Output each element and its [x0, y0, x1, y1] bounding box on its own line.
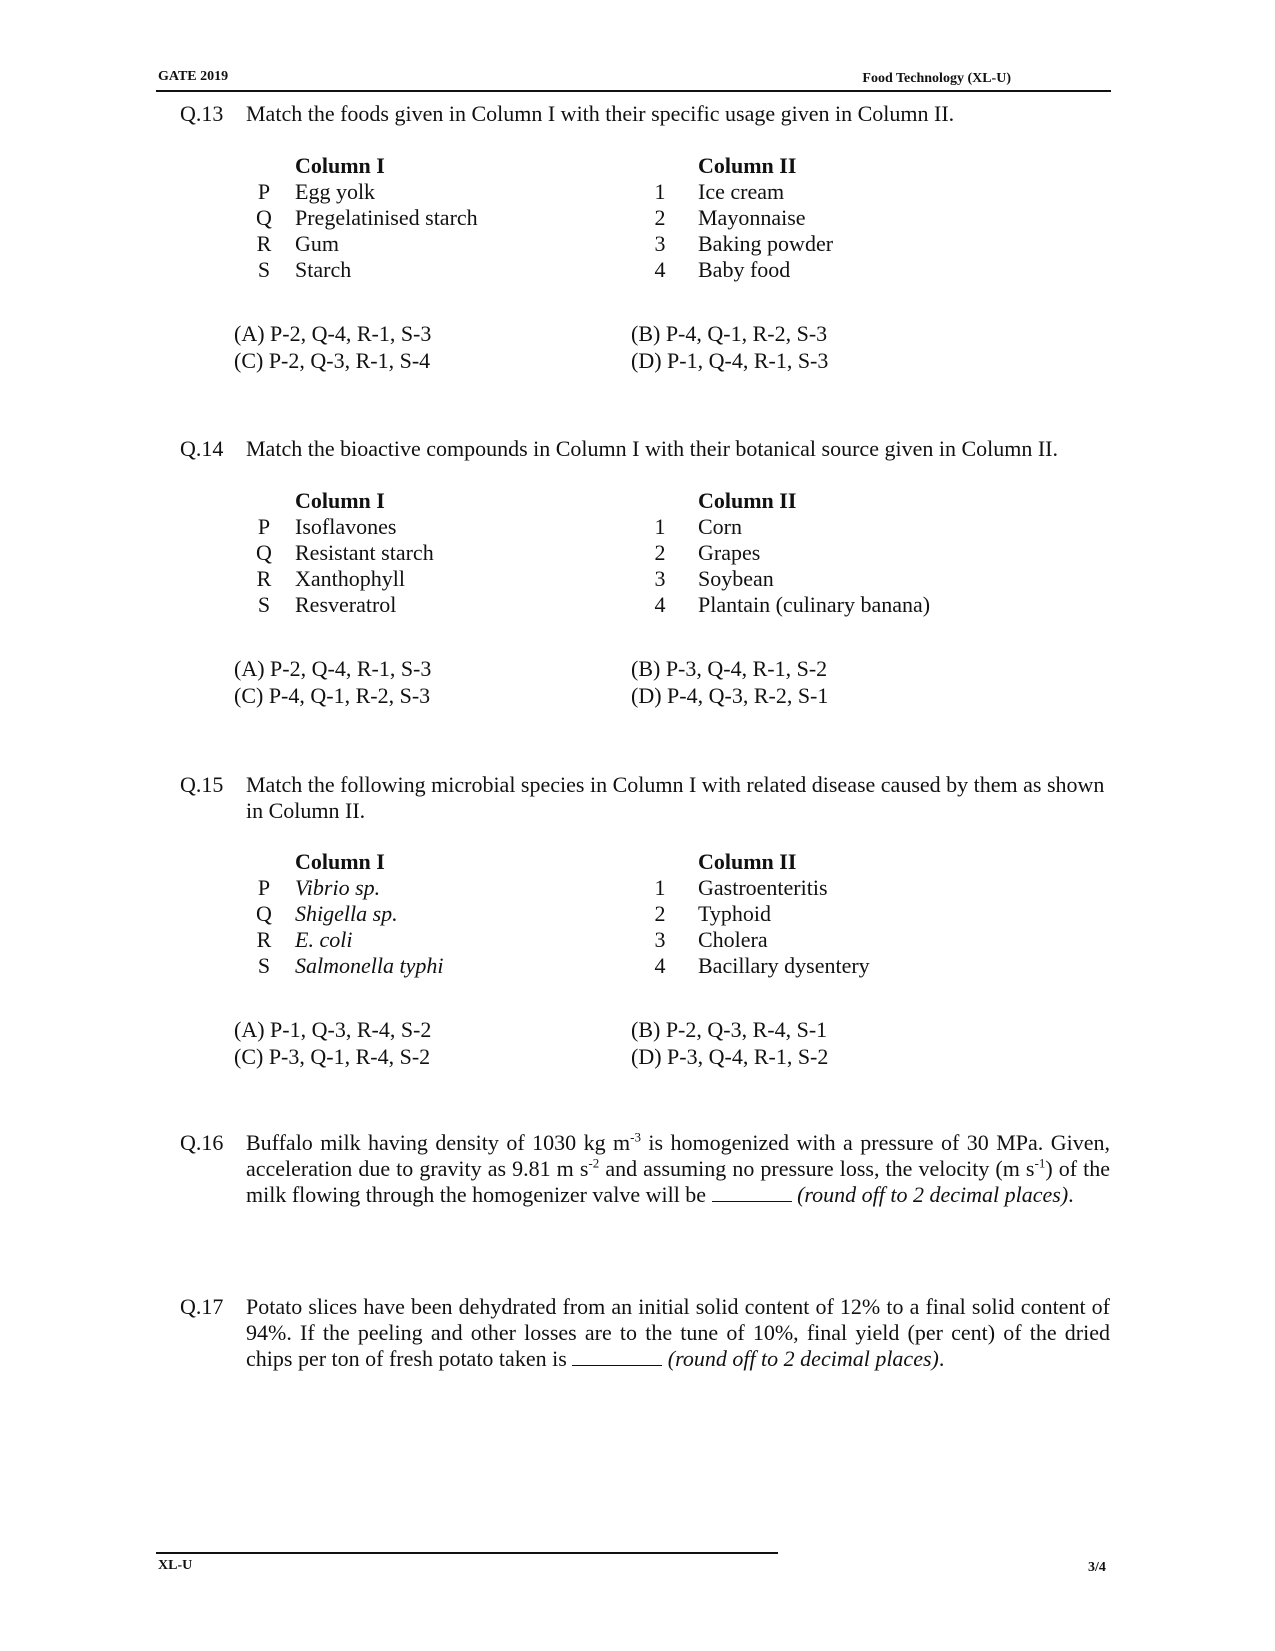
column-1-heading: Column I [295, 849, 385, 874]
page-number: 3/4 [1088, 1560, 1106, 1575]
question-13 [180, 101, 1110, 373]
column-2-heading: Column II [698, 849, 797, 874]
option-d: (D) P-4, Q-3, R-2, S-1 [631, 683, 829, 708]
question-text: Match the following microbial species in Column I with related disease caused by them as shown in Column II. [246, 772, 1105, 823]
column-2-heading: Column II [698, 153, 797, 178]
match-row: P Vibrio sp. 1 Gastroenteritis [257, 875, 828, 900]
match-row: R Gum 3 Baking powder [256, 231, 834, 256]
match-row: P Isoflavones 1 Corn [257, 514, 742, 539]
match-row: S Salmonella typhi 4 Bacillary dysentery [257, 953, 870, 978]
column-1-heading: Column I [295, 488, 385, 513]
footer-rule [156, 1552, 778, 1554]
answer-blank [572, 1347, 662, 1366]
option-b: (B) P-2, Q-3, R-4, S-1 [631, 1017, 828, 1042]
page-header [156, 66, 1111, 92]
question-text: Buffalo milk having density of 1030 kg $m^{-3}$ is homogenized with a pressure of 30 MPa. Given, acceleration due to gravity as 9.81 m $s^{-2}$ and assuming no pressure loss, the velocity (m $s^{-1}$) of the milk flowing through the homogenizer valve will be (round off to 2 decimal places). [246, 1129, 1111, 1207]
column-1-heading: Column I [295, 153, 385, 178]
option-c: (C) P-3, Q-1, R-4, S-2 [234, 1044, 431, 1069]
question-15 [180, 772, 1110, 1069]
question-number: Q.14 [180, 436, 224, 461]
option-c: (C) P-4, Q-1, R-2, S-3 [234, 683, 431, 708]
option-d: (D) P-1, Q-4, R-1, S-3 [631, 348, 829, 373]
option-a: (A) P-2, Q-4, R-1, S-3 [234, 321, 432, 346]
question-text: Match the bioactive compounds in Column I with their botanical source given in Column II. [246, 436, 1059, 461]
column-2-heading: Column II [698, 488, 797, 513]
question-14 [180, 436, 1110, 708]
option-d: (D) P-3, Q-4, R-1, S-2 [631, 1044, 829, 1069]
paper-title: Food Technology (XL-U) [862, 71, 1011, 86]
question-number: Q.17 [180, 1294, 224, 1319]
option-c: (C) P-2, Q-3, R-1, S-4 [234, 348, 431, 373]
match-row: P Egg yolk 1 Ice cream [257, 179, 785, 204]
question-number: Q.16 [180, 1130, 224, 1155]
match-row: Q Resistant starch 2 Grapes [256, 540, 761, 565]
match-row: S Starch 4 Baby food [257, 257, 791, 282]
match-row: Q Pregelatinised starch 2 Mayonnaise [256, 205, 806, 230]
match-row: R E. coli 3 Cholera [256, 927, 768, 952]
option-b: (B) P-4, Q-1, R-2, S-3 [631, 321, 828, 346]
match-row: S Resveratrol 4 Plantain (culinary banana) [257, 592, 931, 617]
option-a: (A) P-2, Q-4, R-1, S-3 [234, 656, 432, 681]
question-number: Q.15 [180, 772, 224, 797]
question-17 [180, 1294, 1110, 1372]
match-row: Q Shigella sp. 2 Typhoid [256, 901, 772, 926]
option-b: (B) P-3, Q-4, R-1, S-2 [631, 656, 828, 681]
question-text: Potato slices have been dehydrated from an initial solid content of 12% to a final solid content of 94%. If the peeling and other losses are to the tune of 10%, final yield (per cent) of the dried chips per ton of fresh potato taken is (round off to 2 decimal places). [246, 1294, 1110, 1371]
footer-paper-code: XL-U [158, 1558, 193, 1573]
question-16 [180, 1130, 1110, 1208]
question-text: Match the foods given in Column I with their specific usage given in Column II. [246, 101, 955, 126]
answer-blank [712, 1183, 792, 1202]
option-a: (A) P-1, Q-3, R-4, S-2 [234, 1017, 432, 1042]
exam-title: GATE 2019 [158, 69, 229, 84]
match-row: R Xanthophyll 3 Soybean [256, 566, 774, 591]
question-number: Q.13 [180, 101, 224, 126]
